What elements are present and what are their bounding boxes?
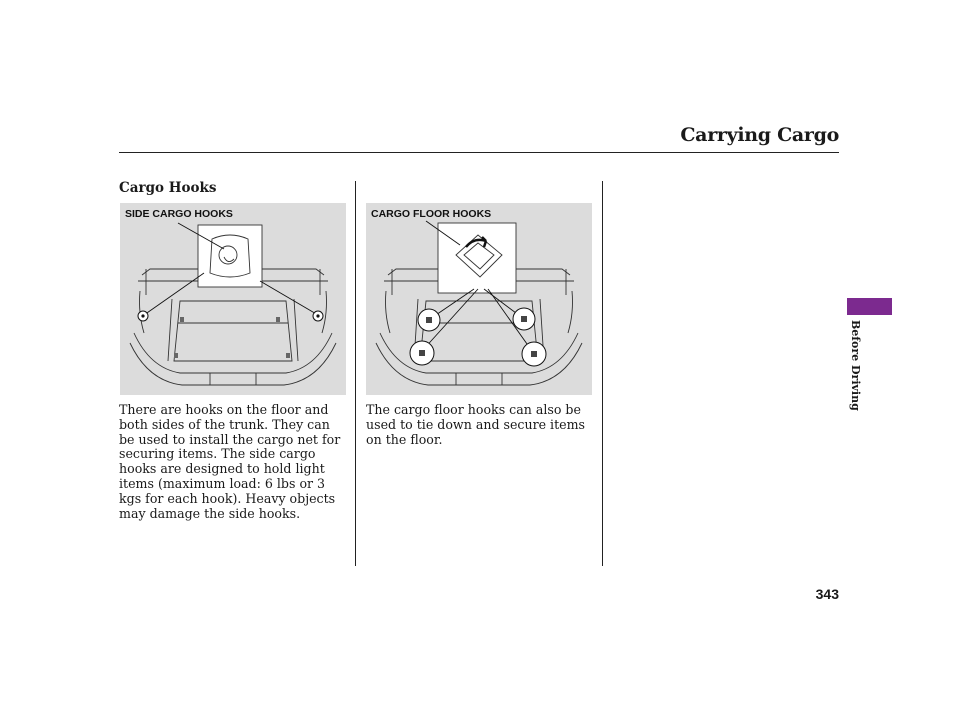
side-cargo-hooks-figure [120,203,346,395]
column-divider-1 [355,181,356,566]
cargo-floor-hooks-figure [366,203,592,395]
side-tab [847,298,892,315]
left-column-text: There are hooks on the floor and both sides of the trunk. They can be used to install the cargo net for securing items. The side cargo hooks are designed to hold light items (maximum load: 6 lbs or 3 kgs for each hook). Heavy objects may damage the side hooks. [119,402,341,521]
page-number: 343 [815,586,839,602]
section-heading: Cargo Hooks [119,180,217,196]
trunk-illustration [120,203,346,395]
title-rule [119,152,839,153]
page-title: Carrying Cargo [680,124,839,146]
middle-column-text: The cargo floor hooks can also be used to tie down and secure items on the floor. [366,402,586,447]
side-tab-label: Before Driving [849,320,862,411]
column-divider-2 [602,181,603,566]
trunk-floor-illustration [366,203,592,395]
figure-caption: CARGO FLOOR HOOKS [371,208,492,220]
figure-caption: SIDE CARGO HOOKS [125,208,233,220]
